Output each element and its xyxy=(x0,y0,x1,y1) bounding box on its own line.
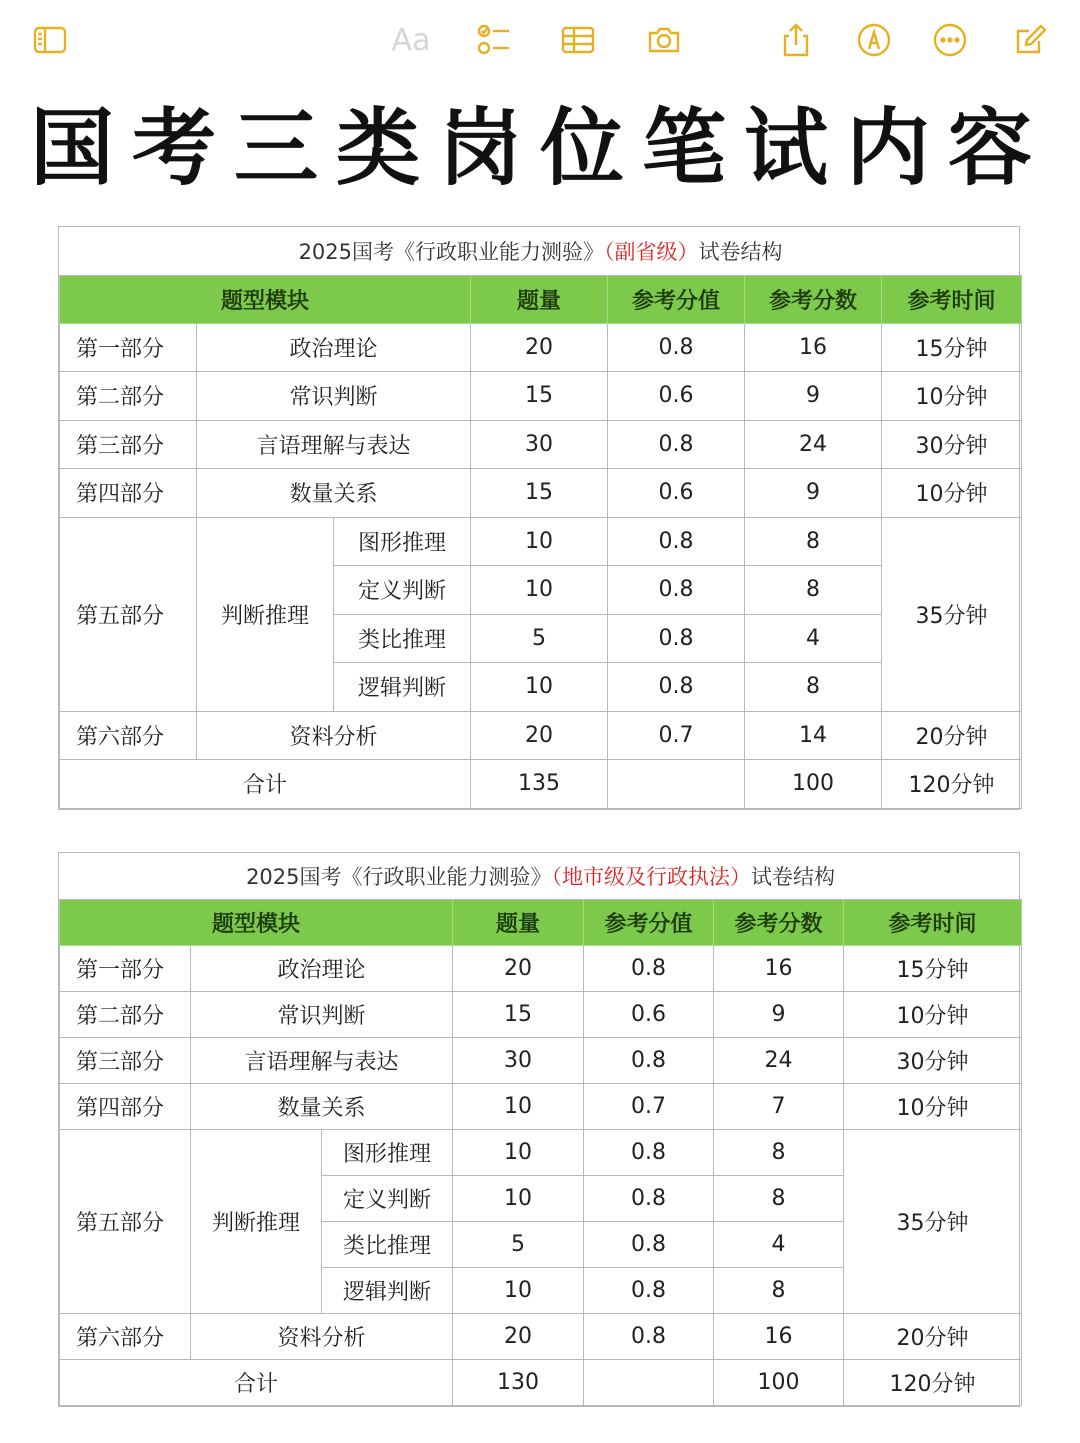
total-label: 合计 xyxy=(60,1359,453,1405)
time-cell: 15分钟 xyxy=(844,945,1022,991)
part-cell: 第六部分 xyxy=(60,1313,191,1359)
module-cell: 常识判断 xyxy=(197,372,471,421)
caption-suffix: 试卷结构 xyxy=(751,864,836,889)
header-score: 参考分数 xyxy=(714,899,844,945)
table-row xyxy=(60,420,1022,469)
header-row xyxy=(60,899,1022,945)
sub-module-cell: 类比推理 xyxy=(322,1221,453,1267)
markup-icon[interactable] xyxy=(852,18,896,62)
score-cell: 16 xyxy=(714,945,844,991)
value-cell: 0.6 xyxy=(584,991,714,1037)
sidebar-icon[interactable] xyxy=(28,18,72,62)
module-cell: 数量关系 xyxy=(191,1083,453,1129)
score-cell: 4 xyxy=(714,1221,844,1267)
caption-level: （副省级） xyxy=(604,239,699,264)
count-cell: 10 xyxy=(453,1083,584,1129)
table-row xyxy=(60,372,1022,421)
count-cell: 20 xyxy=(471,711,608,760)
header-count: 题量 xyxy=(471,275,608,323)
table-caption xyxy=(60,227,1022,275)
caption-prefix: 2025国考《行政职业能力测验》 xyxy=(298,239,605,264)
module-cell: 常识判断 xyxy=(191,991,453,1037)
value-cell: 0.8 xyxy=(608,566,745,615)
module-cell: 资料分析 xyxy=(191,1313,453,1359)
header-value: 参考分值 xyxy=(608,275,745,323)
count-cell: 20 xyxy=(453,1313,584,1359)
header-value: 参考分值 xyxy=(584,899,714,945)
value-cell: 0.6 xyxy=(608,469,745,518)
score-cell: 7 xyxy=(714,1083,844,1129)
score-cell: 9 xyxy=(714,991,844,1037)
time-cell: 120分钟 xyxy=(882,760,1022,809)
module-cell: 判断推理 xyxy=(197,517,334,711)
time-cell: 120分钟 xyxy=(844,1359,1022,1405)
module-cell: 资料分析 xyxy=(197,711,471,760)
table-row xyxy=(60,1129,1022,1175)
value-cell: 0.8 xyxy=(608,614,745,663)
value-cell xyxy=(584,1359,714,1405)
sub-module-cell: 图形推理 xyxy=(322,1129,453,1175)
score-cell: 9 xyxy=(745,469,882,518)
count-cell: 10 xyxy=(471,566,608,615)
score-cell: 16 xyxy=(714,1313,844,1359)
header-row xyxy=(60,275,1022,323)
time-cell: 35分钟 xyxy=(882,517,1022,711)
count-cell: 15 xyxy=(453,991,584,1037)
time-cell: 10分钟 xyxy=(844,1083,1022,1129)
sub-module-cell: 图形推理 xyxy=(334,517,471,566)
sub-module-cell: 类比推理 xyxy=(334,614,471,663)
exam-table-provincial xyxy=(58,226,1020,810)
score-cell: 8 xyxy=(745,566,882,615)
count-cell: 15 xyxy=(471,469,608,518)
count-cell: 10 xyxy=(453,1267,584,1313)
notes-toolbar xyxy=(0,0,1080,80)
part-cell: 第四部分 xyxy=(60,469,197,518)
count-cell: 10 xyxy=(471,517,608,566)
count-cell: 5 xyxy=(471,614,608,663)
compose-icon[interactable] xyxy=(1008,18,1052,62)
total-label: 合计 xyxy=(60,760,471,809)
table-row xyxy=(60,469,1022,518)
value-cell: 0.8 xyxy=(584,1267,714,1313)
share-icon[interactable] xyxy=(774,18,818,62)
header-time: 参考时间 xyxy=(844,899,1022,945)
time-cell: 35分钟 xyxy=(844,1129,1022,1313)
score-cell: 8 xyxy=(714,1129,844,1175)
value-cell: 0.8 xyxy=(584,1313,714,1359)
page-title: 国考三类岗位笔试内容 xyxy=(29,99,1050,197)
total-row xyxy=(60,760,1022,809)
score-cell: 9 xyxy=(745,372,882,421)
table-row xyxy=(60,323,1022,372)
sub-module-cell: 定义判断 xyxy=(322,1175,453,1221)
module-cell: 数量关系 xyxy=(197,469,471,518)
table-row xyxy=(60,945,1022,991)
count-cell: 10 xyxy=(453,1129,584,1175)
table-row xyxy=(60,1313,1022,1359)
caption-prefix: 2025国考《行政职业能力测验》 xyxy=(246,864,552,889)
part-cell: 第四部分 xyxy=(60,1083,191,1129)
part-cell: 第五部分 xyxy=(60,517,197,711)
value-cell: 0.8 xyxy=(608,517,745,566)
value-cell: 0.8 xyxy=(584,945,714,991)
part-cell: 第三部分 xyxy=(60,420,197,469)
part-cell: 第六部分 xyxy=(60,711,197,760)
header-score: 参考分数 xyxy=(745,275,882,323)
module-cell: 言语理解与表达 xyxy=(191,1037,453,1083)
score-cell: 4 xyxy=(745,614,882,663)
time-cell: 30分钟 xyxy=(844,1037,1022,1083)
module-cell: 政治理论 xyxy=(191,945,453,991)
format-button[interactable] xyxy=(388,18,434,62)
count-cell: 130 xyxy=(453,1359,584,1405)
time-cell: 10分钟 xyxy=(844,991,1022,1037)
sub-module-cell: 逻辑判断 xyxy=(322,1267,453,1313)
value-cell: 0.8 xyxy=(608,663,745,712)
value-cell: 0.8 xyxy=(584,1037,714,1083)
table-row xyxy=(60,1083,1022,1129)
time-cell: 10分钟 xyxy=(882,469,1022,518)
checklist-icon[interactable] xyxy=(472,18,516,62)
score-cell: 16 xyxy=(745,323,882,372)
time-cell: 10分钟 xyxy=(882,372,1022,421)
more-icon[interactable] xyxy=(928,18,972,62)
table-row xyxy=(60,711,1022,760)
count-cell: 15 xyxy=(471,372,608,421)
score-cell: 14 xyxy=(745,711,882,760)
table-row xyxy=(60,517,1022,566)
score-cell: 8 xyxy=(714,1267,844,1313)
module-cell: 政治理论 xyxy=(197,323,471,372)
value-cell: 0.6 xyxy=(608,372,745,421)
part-cell: 第三部分 xyxy=(60,1037,191,1083)
part-cell: 第二部分 xyxy=(60,991,191,1037)
value-cell: 0.8 xyxy=(608,420,745,469)
caption-suffix: 试卷结构 xyxy=(698,239,783,264)
value-cell xyxy=(608,760,745,809)
module-cell: 言语理解与表达 xyxy=(197,420,471,469)
part-cell: 第五部分 xyxy=(60,1129,191,1313)
count-cell: 30 xyxy=(471,420,608,469)
value-cell: 0.8 xyxy=(584,1221,714,1267)
value-cell: 0.7 xyxy=(584,1083,714,1129)
total-row xyxy=(60,1359,1022,1405)
sub-module-cell: 定义判断 xyxy=(334,566,471,615)
score-cell: 8 xyxy=(745,517,882,566)
format-label: Aa xyxy=(391,22,431,58)
exam-table-municipal xyxy=(58,852,1020,1407)
time-cell: 20分钟 xyxy=(844,1313,1022,1359)
value-cell: 0.7 xyxy=(608,711,745,760)
count-cell: 10 xyxy=(471,663,608,712)
part-cell: 第一部分 xyxy=(60,323,197,372)
count-cell: 10 xyxy=(453,1175,584,1221)
camera-icon[interactable] xyxy=(642,18,686,62)
header-count: 题量 xyxy=(453,899,584,945)
header-module: 题型模块 xyxy=(60,275,471,323)
time-cell: 30分钟 xyxy=(882,420,1022,469)
score-cell: 8 xyxy=(714,1175,844,1221)
count-cell: 5 xyxy=(453,1221,584,1267)
value-cell: 0.8 xyxy=(584,1129,714,1175)
score-cell: 8 xyxy=(745,663,882,712)
header-module: 题型模块 xyxy=(60,899,453,945)
module-cell: 判断推理 xyxy=(191,1129,322,1313)
time-cell: 15分钟 xyxy=(882,323,1022,372)
count-cell: 135 xyxy=(471,760,608,809)
part-cell: 第一部分 xyxy=(60,945,191,991)
table-caption xyxy=(60,853,1022,899)
caption-level: （地市级及行政执法） xyxy=(551,864,752,889)
part-cell: 第二部分 xyxy=(60,372,197,421)
sub-module-cell: 逻辑判断 xyxy=(334,663,471,712)
table-row xyxy=(60,991,1022,1037)
count-cell: 20 xyxy=(471,323,608,372)
count-cell: 30 xyxy=(453,1037,584,1083)
score-cell: 100 xyxy=(745,760,882,809)
value-cell: 0.8 xyxy=(608,323,745,372)
table-row xyxy=(60,1037,1022,1083)
value-cell: 0.8 xyxy=(584,1175,714,1221)
count-cell: 20 xyxy=(453,945,584,991)
table-icon[interactable] xyxy=(556,18,600,62)
time-cell: 20分钟 xyxy=(882,711,1022,760)
score-cell: 24 xyxy=(714,1037,844,1083)
score-cell: 24 xyxy=(745,420,882,469)
header-time: 参考时间 xyxy=(882,275,1022,323)
score-cell: 100 xyxy=(714,1359,844,1405)
